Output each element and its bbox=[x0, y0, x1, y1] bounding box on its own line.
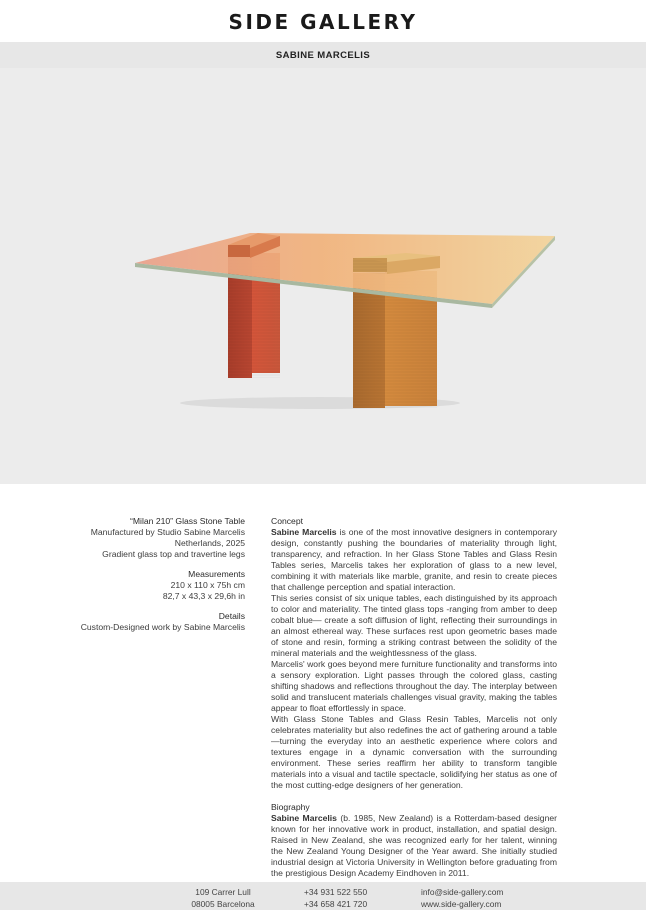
product-title: “Milan 210” Glass Stone Table bbox=[130, 516, 245, 526]
phone-link-1[interactable]: +34 931 522 550 bbox=[304, 887, 368, 897]
biography-artist-name: Sabine Marcelis bbox=[271, 813, 337, 823]
biography-paragraph: Sabine Marcelis (b. 1985, New Zealand) is a Rotterdam-based designer known for her innovative work in product, installation, and spatial design. Raised in New Zealand, she was recognized early for her talent, winning the New Zealand Young Designer of the Year award. She initially studied industrial design at Victoria University in Wellington before graduating from the prestigious Design Academy Eindhoven in 2011. bbox=[271, 813, 558, 878]
materials: Gradient glass top and travertine legs bbox=[102, 549, 245, 559]
measurements-label: Measurements bbox=[188, 569, 245, 579]
artist-bar bbox=[0, 42, 646, 68]
concept-paragraph-2: This series consist of six unique tables, each distinguished by its approach to color and materiality. The tinted glass tops -ranging from amber to deep cobalt blue— create a soft diffusion of light, reflecting their surroundings in an almost ethereal way. These surfaces rest upon geometric bases made of stone and resin, forming a striking contrast between the solidity of the mineral materials and the weightlessness of the glass. bbox=[271, 593, 557, 658]
concept-paragraph-3: Marcelis' work goes beyond mere furniture functionality and transforms into a sensory exploration. Light passes through the colored glass, casting shifting shadows and reflections throughout the day. The interplay between solid and translucent materials challenges visual gravity, making the tables appear to float effortlessly in space. bbox=[271, 659, 557, 713]
measurements-in: 82,7 x 43,3 x 29,6h in bbox=[162, 591, 245, 601]
concept-heading: Concept bbox=[271, 516, 304, 526]
website-link[interactable]: www.side-gallery.com bbox=[421, 899, 502, 909]
details-label: Details bbox=[218, 611, 245, 621]
artist-name: SABINE MARCELIS bbox=[275, 50, 371, 61]
footer-address: 109 Carrer Lull 08005 Barcelona bbox=[191, 887, 255, 909]
details-text: Custom-Designed work by Sabine Marcelis bbox=[80, 622, 245, 632]
header bbox=[0, 0, 646, 42]
concept-artist-name: Sabine Marcelis bbox=[271, 527, 337, 537]
concept-paragraph-1: Sabine Marcelis is one of the most innovative designers in contemporary design, constantly pushing the boundaries of materiality through light, transparency, and refraction. In her Glass Stone Tables and Glass Resin Tables series, Marcelis takes her exploration of glass to a new level, combining it with materials like marble, granite, and resin to create pieces that challenge perception and spatial interaction. bbox=[271, 527, 557, 592]
table-photo bbox=[0, 68, 646, 484]
description bbox=[271, 516, 557, 879]
biography-heading: Biography bbox=[271, 802, 310, 812]
footer bbox=[0, 882, 646, 910]
footer-contact bbox=[421, 886, 503, 910]
footer-phones bbox=[304, 886, 367, 910]
product-image bbox=[0, 68, 646, 484]
product-details bbox=[40, 516, 245, 642]
brand-logo[interactable]: SIDE GALLERY bbox=[228, 10, 418, 34]
measurements-cm: 210 x 110 x 75h cm bbox=[170, 580, 245, 590]
concept-paragraph-4: With Glass Stone Tables and Glass Resin Tables, Marcelis not only celebrates materiality but also redefines the act of gathering around a table—turning the everyday into an aesthetic experience where colors and textures engage in a dynamic conversation with the surrounding environment. These series reaffirm her ability to transform tangible materials into a visual and tactile spectacle, solidifying her status as one of the most cutting-edge designers of her generation. bbox=[271, 714, 557, 790]
email-link[interactable]: info@side-gallery.com bbox=[421, 887, 504, 897]
manufacturer: Manufactured by Studio Sabine Marcelis bbox=[90, 527, 245, 537]
origin: Netherlands, 2025 bbox=[174, 538, 245, 548]
phone-link-2[interactable]: +34 658 421 720 bbox=[304, 899, 368, 909]
